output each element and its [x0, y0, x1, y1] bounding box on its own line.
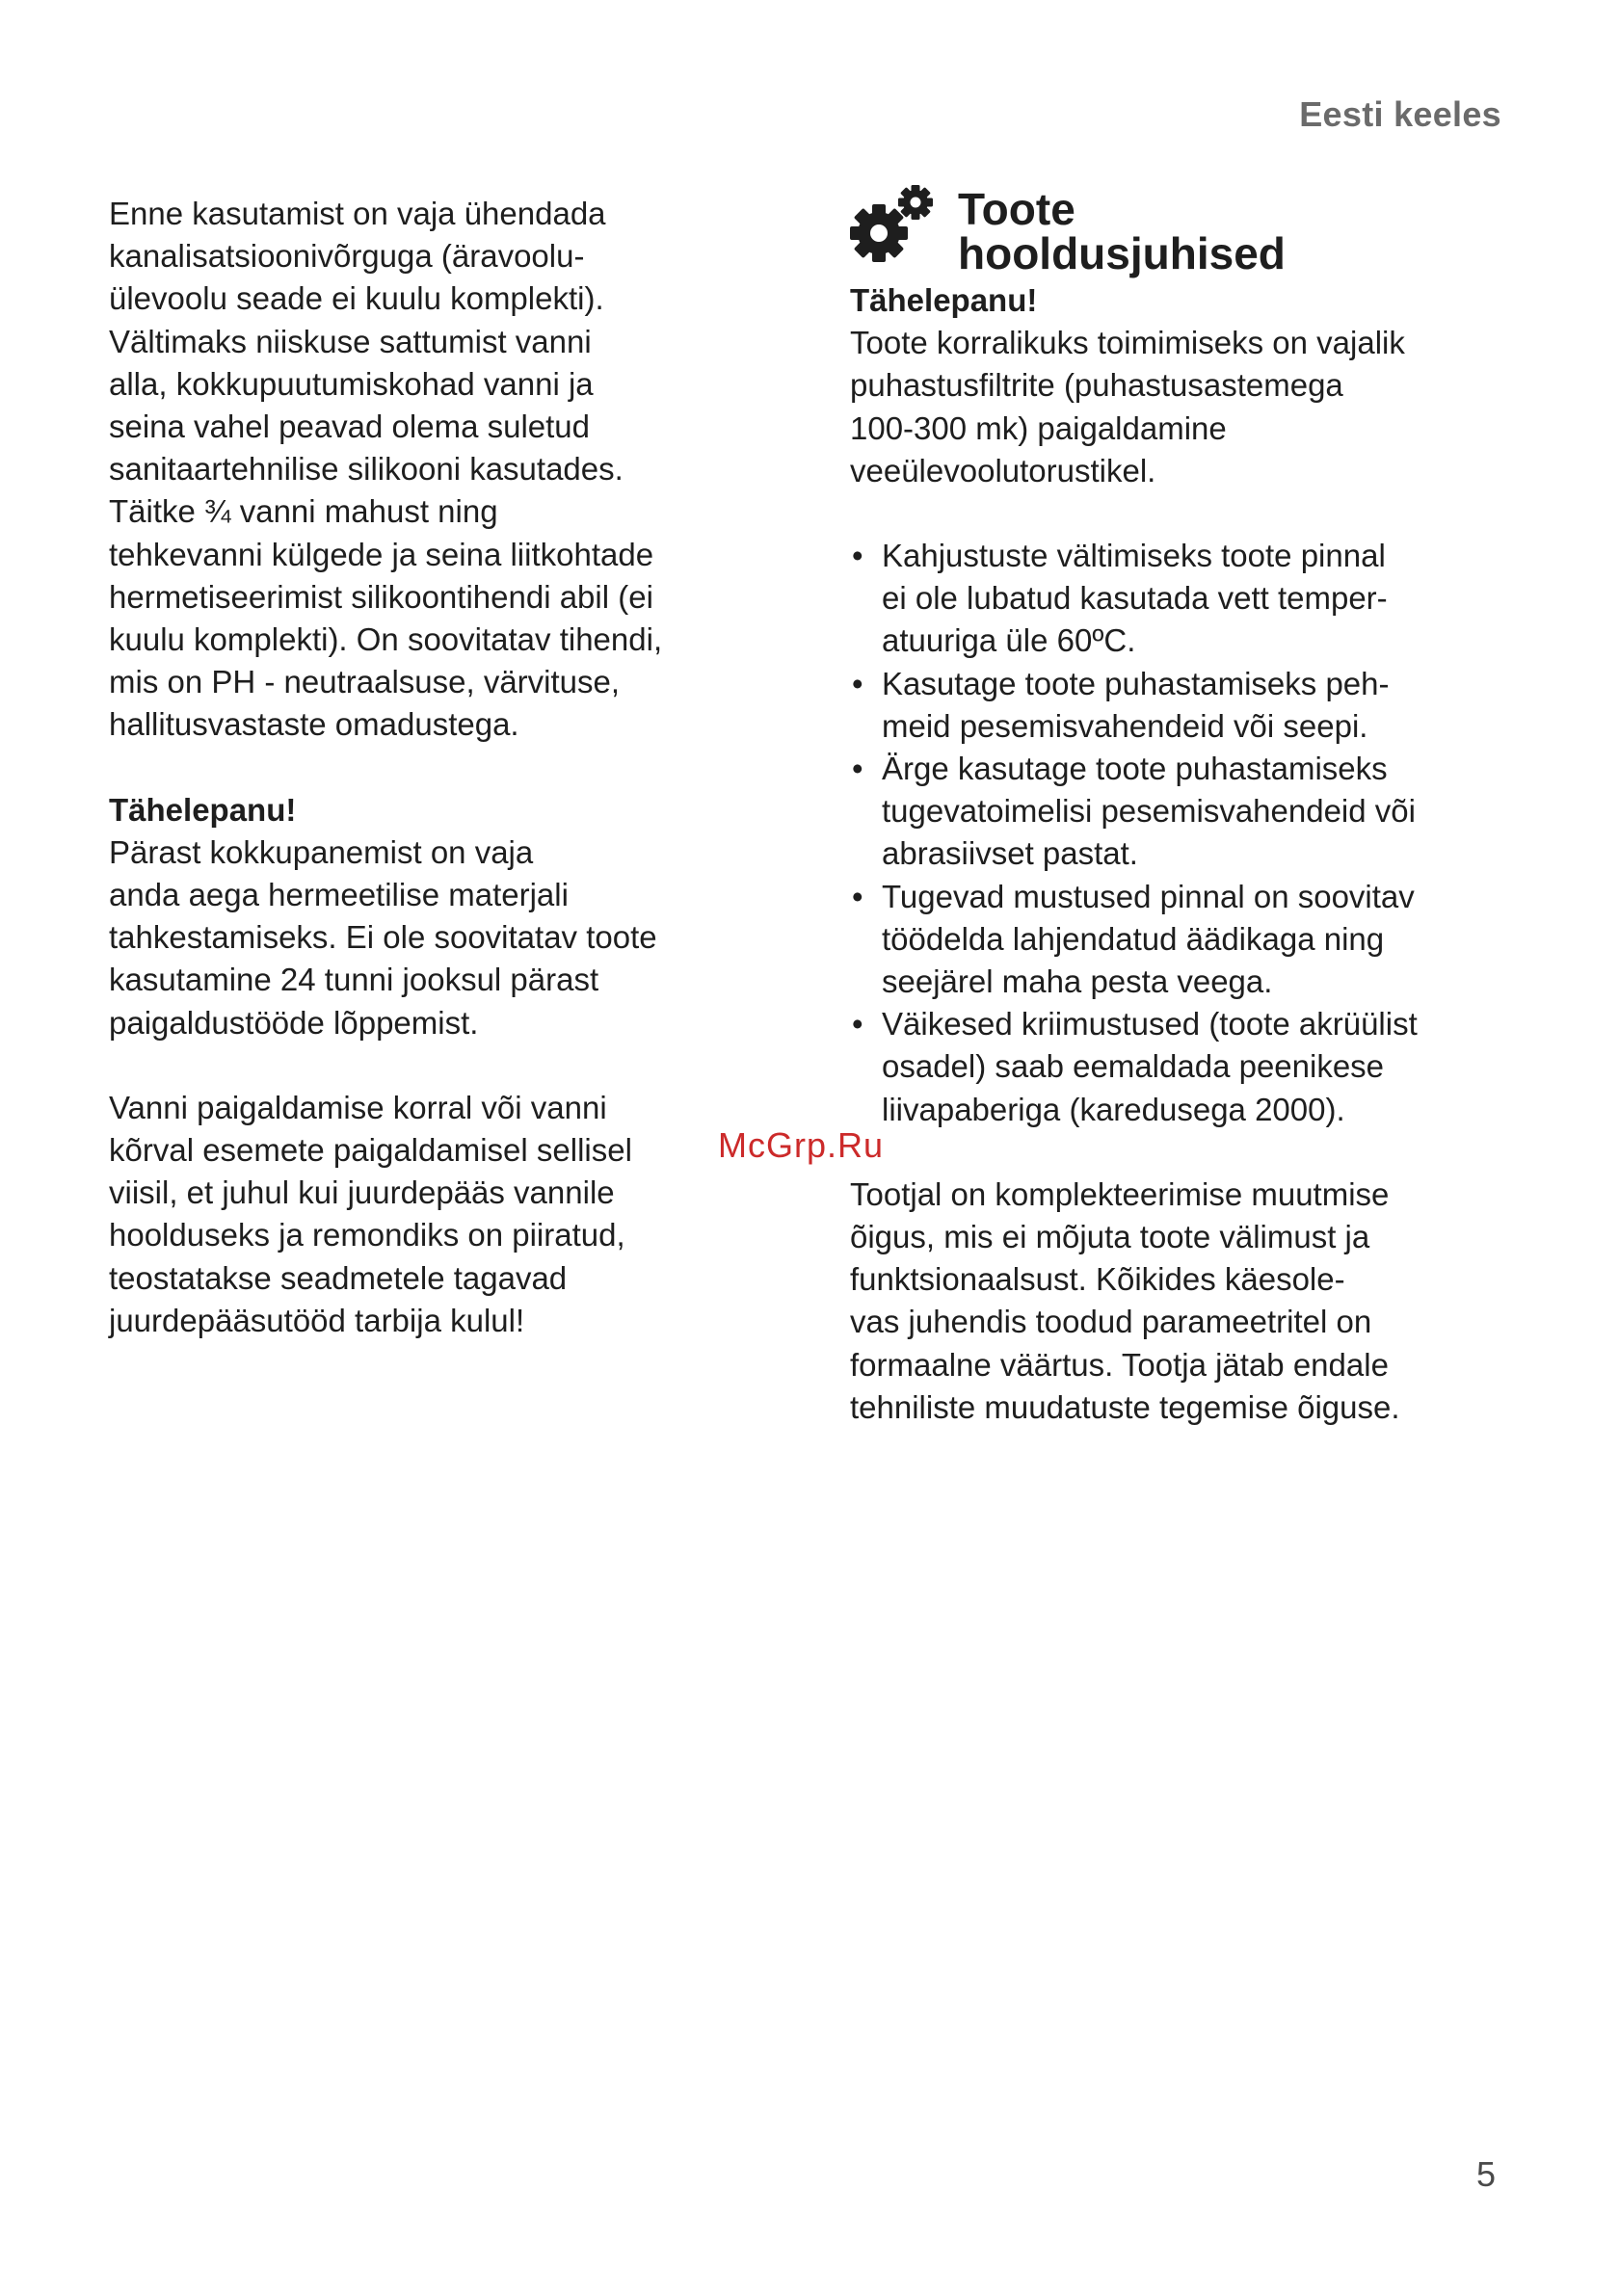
text-line: puhastusfiltrite (puhastusastemega — [850, 367, 1343, 404]
gears-icon — [850, 183, 939, 270]
text-line: sanitaartehnilise silikooni kasutades. — [109, 451, 624, 488]
text-line: • Ärge kasutage toote puhastamiseks — [882, 751, 1388, 787]
text-line: • Tugevad mustused pinnal on soovitav — [882, 878, 1415, 914]
text-line: • Kasutage toote puhastamiseks peh- — [882, 665, 1390, 701]
text-line: abrasiivset pastat. — [882, 835, 1138, 872]
text-line: seina vahel peavad olema suletud — [109, 409, 591, 445]
text-line: tehniliste muudatuste tegemise õiguse. — [850, 1388, 1400, 1425]
language-header: Eesti keeles — [1299, 94, 1501, 134]
section-header — [850, 183, 1515, 279]
text-line: formaalne väärtus. Tootja jätab endale — [850, 1346, 1389, 1383]
text-line: 100-300 mk) paigaldamine — [850, 409, 1227, 446]
text-line: Vältimaks niiskuse sattumist vanni — [109, 323, 592, 359]
list-item — [850, 748, 1515, 876]
section-title-line: Toote — [958, 184, 1075, 234]
text-line: hallitusvastaste omadustega. — [109, 706, 519, 743]
list-item — [850, 535, 1515, 663]
text-line: • Väikesed kriimustused (toote akrüülist — [882, 1006, 1418, 1042]
text-line: seejärel maha pesta veega. — [882, 963, 1273, 1000]
text-line: töödelda lahjendatud äädikaga ning — [882, 920, 1385, 957]
section-title-line: hooldusjuhised — [958, 228, 1286, 278]
text-line: Toote korralikuks toimimiseks on vajalik — [850, 325, 1405, 361]
manufacturer-notice — [850, 1174, 1515, 1429]
text-line: viisil, et juhul kui juurdepääs vannile — [109, 1174, 615, 1211]
section-title — [958, 184, 1286, 278]
attention-heading: Tähelepanu! — [109, 791, 297, 828]
text-line: Täitke ¾ vanni mahust ning — [109, 493, 498, 530]
text-line: osadel) saab eemaldada peenikese — [882, 1048, 1385, 1085]
text-line: ülevoolu seade ei kuulu komplekti). — [109, 280, 604, 317]
text-line: tugevatoimelisi pesemisvahendeid või — [882, 793, 1416, 830]
text-line: hermetiseerimist silikoontihendi abil (ei — [109, 578, 653, 615]
text-line: kasutamine 24 tunni jooksul pärast — [109, 962, 599, 998]
text-line: teostatakse seadmetele tagavad — [109, 1259, 568, 1296]
text-line: mis on PH - neutraalsuse, värvituse, — [109, 664, 621, 700]
text-line: Tootjal on komplekteerimise muutmise — [850, 1175, 1390, 1212]
text-line: • Kahjustuste vältimiseks toote pinnal — [882, 538, 1386, 574]
text-line: kuulu komplekti). On soovitatav tihendi, — [109, 621, 663, 658]
text-line: paigaldustööde lõppemist. — [109, 1004, 479, 1041]
text-line: tahkestamiseks. Ei ole soovitatav toote — [109, 919, 657, 956]
list-item — [850, 663, 1515, 748]
text-line: kõrval esemete paigaldamisel sellisel — [109, 1132, 632, 1169]
watermark: McGrp.Ru — [718, 1125, 885, 1165]
text-line: atuuriga üle 60ºC. — [882, 622, 1136, 659]
filter-intro — [850, 322, 1515, 492]
text-line: Enne kasutamist on vaja ühendada — [109, 196, 606, 231]
text-line: õigus, mis ei mõjuta toote välimust ja — [850, 1219, 1370, 1255]
text-line: liivapaberiga (karedusega 2000). — [882, 1091, 1345, 1127]
curing-paragraph — [109, 831, 774, 1044]
text-line: Vanni paigaldamise korral või vanni — [109, 1089, 607, 1125]
text-line: juurdepääsutööd tarbija kulul! — [109, 1302, 525, 1338]
text-line: vas juhendis toodud parameetritel on — [850, 1304, 1372, 1340]
text-line: Pärast kokkupanemist on vaja — [109, 833, 534, 870]
page-number: 5 — [1475, 2154, 1496, 2194]
text-line: kanalisatsioonivõrguga (äravoolu- — [109, 238, 585, 275]
right-column — [850, 183, 1515, 1429]
list-item — [850, 876, 1515, 1004]
care-instructions-list — [850, 535, 1515, 1131]
text-line: ei ole lubatud kasutada vett temper- — [882, 580, 1388, 617]
text-line: meid pesemisvahendeid või seepi. — [882, 707, 1368, 744]
text-line: anda aega hermeetilise materjali — [109, 877, 569, 913]
text-line: alla, kokkupuutumiskohad vanni ja — [109, 365, 594, 402]
text-line: tehkevanni külgede ja seina liitkohtade — [109, 536, 654, 572]
text-line: funktsionaalsust. Kõikides käesole- — [850, 1261, 1345, 1298]
access-paragraph — [109, 1087, 774, 1342]
text-line: hoolduseks ja remondiks on piiratud, — [109, 1217, 625, 1254]
installation-paragraph — [109, 193, 774, 747]
attention-heading: Tähelepanu! — [850, 282, 1038, 318]
text-line: veeülevoolutorustikel. — [850, 452, 1156, 488]
left-column — [109, 193, 774, 1342]
list-item — [850, 1003, 1515, 1131]
